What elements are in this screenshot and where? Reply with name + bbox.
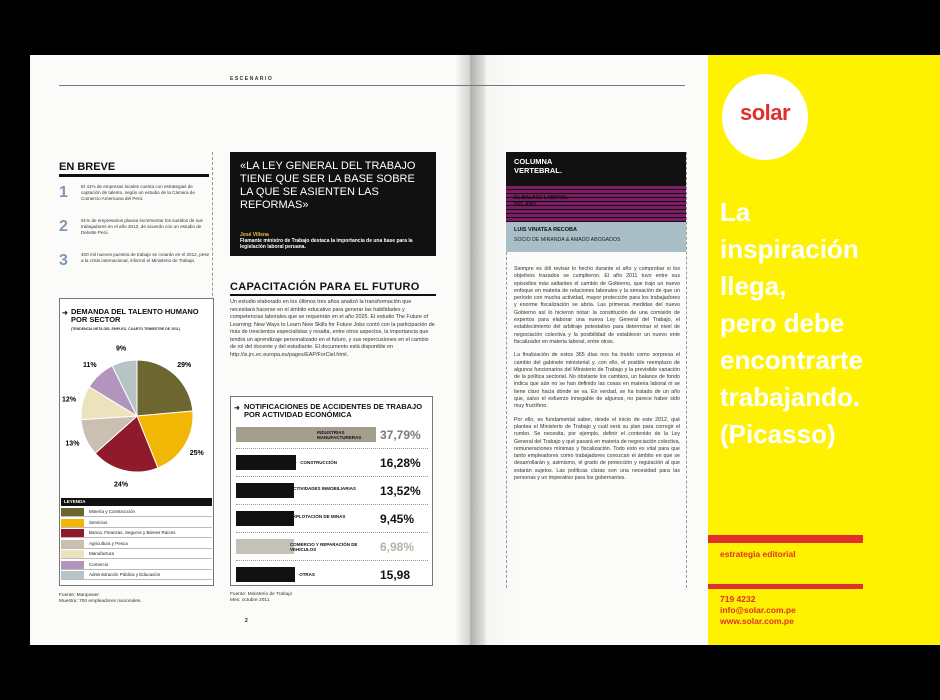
column-title-line: VERTEBRAL.	[514, 166, 562, 175]
legend-label: Comercio	[89, 561, 109, 567]
accident-percentage: 16,28%	[380, 456, 421, 470]
breve-text: El 41% de empresas locales cuenta con estrategias de captación de talento, según un estudio de la Cámara de Comercio Americana del Perú.	[81, 184, 195, 202]
column-author-box	[506, 222, 686, 252]
accident-label: ACTIVIDADES INMOBILIARIAS	[290, 486, 357, 491]
legend-title: LEYENDA	[61, 498, 212, 506]
accident-label: COMERCIO Y REPARACIÓN DE VEHÍCULOS	[290, 542, 358, 552]
legend-swatch	[61, 561, 84, 569]
ad-quote-line: pero debe	[720, 308, 845, 338]
accident-bar	[236, 455, 296, 470]
accident-percentage: 9,45%	[380, 512, 415, 526]
capacitacion-body: Un estudio elaborado en los últimos tres años analizó la transformación que necesitará hacerse en el ámbito educativo para generar las habilidades y competencias laborales que se requerirán en el año 2025. El estudio The Future of Learning: New Ways to Learn New Skills for Future Jobs contó con la participación de más de trescientos especialistas y resalta, entre otros aspectos, la importancia que tendrá un aprendizaje personalizado en el futuro, y sus repercusiones en el cambio de rol del docente y del estudiante. El documento está disponible en http://is.jrc.ec.europa.eu/pages/EAP/ForCiel.html.	[230, 299, 435, 358]
legend-swatch	[61, 571, 84, 579]
column-paragraph: Por ello, es fundamental saber, desde el inicio de este 2012, qué plantea el Ministerio de Trabajo y cuál será su plan para corregir el rumbo. Se necesita, por ejemplo, definir el contenido de la Ley General del Trabajo y qué pasará en materia de negociación colectiva, remuneraciones mínimas y fiscalización. Todo esto es vital para que tanto empleadores como trabajadores conozcan el ámbito en que se desarrollarán y, asimismo, el grado de protección y regulación al que estarán sujetos. Las políticas claras son una necesidad para las personas y un imperativo para los gobernantes.	[514, 416, 680, 482]
ad-quote-line: La	[720, 197, 751, 227]
breve-item-2	[59, 218, 214, 248]
pie-label-6: 9%	[115, 345, 127, 353]
quote-author-role: Flamante ministro de Trabajo destaca la importancia de una base para la legislación laboral peruana.	[240, 238, 413, 250]
legend-label: Banca, Finanzas, Seguros y Bienes Raíces	[89, 530, 176, 535]
accident-percentage: 6,98%	[380, 540, 415, 554]
column-paragraph: La finalización de estos 365 días nos ha traído como sorpresa el cambio del gabinete ministerial y, con ello, el posible reemplazo de algunos funcionarios del Ministerio de Trabajo y la previsible variación de la política sectorial. No obstante los cambios, un balance de fondo indica que aún no se han definido las cosas en materia laboral ni se tiene claro hacia dónde se va. En verdad, se ha tratado de un año que, salvo el esfuerzo innegable de algunos, no parece haber sido muy fructífero.	[514, 352, 680, 410]
column-title	[514, 157, 562, 175]
solar-logo	[722, 74, 808, 160]
accident-bar	[236, 511, 294, 526]
column-topic	[514, 195, 568, 209]
breve-number: 1	[59, 184, 68, 201]
column-topic-line: DEL AÑO	[514, 202, 537, 208]
column-title-line: COLUMNA	[514, 157, 553, 166]
ad-tagline: estrategia editorial	[720, 549, 796, 559]
ad-red-bar	[708, 535, 863, 543]
legend-label: Manufactura	[89, 551, 115, 556]
pie-label-0: 29%	[177, 361, 192, 369]
breve-item-3	[59, 252, 214, 282]
accidents-title: NOTIFICACIONES DE ACCIDENTES DE TRABAJO POR ACTIVIDAD ECONÓMICA	[244, 402, 423, 419]
column-border	[506, 252, 507, 588]
ad-website[interactable]: www.solar.com.pe	[720, 616, 794, 626]
ad-quote-line: inspiración	[720, 234, 859, 264]
ad-quote-line: trabajando.	[720, 382, 861, 412]
legend-row	[61, 518, 212, 528]
ad-quote-line: (Picasso)	[720, 419, 836, 449]
ad-red-bar	[708, 584, 863, 589]
breve-number: 3	[59, 252, 68, 269]
column-header	[506, 152, 686, 186]
quote-box	[230, 152, 436, 256]
ad-email[interactable]: info@solar.com.pe	[720, 605, 796, 615]
column-author-name: LUIS VINATEA RECOBA	[514, 227, 577, 233]
accident-row-separator	[236, 504, 428, 505]
chart-sample-line: Muestra: 700 empleadores nacionales.	[59, 599, 142, 604]
quote-text: «LA LEY GENERAL DEL TRABAJO TIENE QUE SER LA BASE SOBRE LA QUE SE ASIENTEN LAS REFORMAS»	[240, 160, 416, 211]
en-breve-rule	[59, 174, 209, 177]
ad-phone: 719 4232	[720, 594, 756, 604]
accident-label: OTRAS	[299, 572, 315, 577]
chart-source-line: Fuente: Manpower	[59, 593, 99, 598]
column-author-role: SOCIO DE MIRANDA & AMADO ABOGADOS	[514, 237, 621, 243]
capacitacion-title: CAPACITACIÓN PARA EL FUTURO	[230, 281, 420, 293]
pie-label-4: 12%	[62, 396, 77, 404]
legend-row	[61, 560, 212, 570]
breve-item-1	[59, 184, 214, 214]
legend-swatch	[61, 508, 84, 516]
column-paragraph: Siempre es útil revisar lo hecho durante el año y comprobar si los objetivos trazados se cumplieron. El año 2011 tuvo entre sus episodios más saltantes el cambio de Gobierno, que trajo un nuevo enfoque en materia de relaciones laborales y la sensación de que un período con mucha actividad, mayor protección para los trabajadores y enorme fiscalización se abría. Las primeras medidas del nuevo Gobierno así lo hicieron notar: la constitución de una comisión de expertos para elaborar una nueva Ley General del Trabajo, el establecimiento del arbitraje potestativo para determinar el nivel de negociación colectiva y la posibilidad de establecer un nuevo ente fiscalizador en materia laboral, entre otras.	[514, 266, 680, 345]
en-breve-title: EN BREVE	[59, 161, 116, 173]
pie-label-5: 11%	[82, 361, 97, 369]
quote-author: José Villena	[240, 232, 269, 238]
ad-quote	[720, 194, 935, 453]
chart-title: DEMANDA DEL TALENTO HUMANO POR SECTOR	[71, 307, 199, 324]
accident-label: INDUSTRIAS MANUFACTURERAS	[317, 430, 362, 440]
legend-swatch	[61, 529, 84, 537]
pie-label-1: 25%	[189, 450, 204, 458]
breve-text: 61% de empresarios planea incrementar los sueldos de sus trabajadores en el año 2012, de acuerdo con un estudio de Deloitte Perú.	[81, 218, 203, 236]
pie-chart	[59, 338, 214, 498]
legend-swatch	[61, 550, 84, 558]
arrow-right-icon: ➜	[62, 310, 68, 317]
legend-label: Servicios	[89, 519, 108, 525]
accident-bar	[236, 567, 295, 582]
solar-logo-text: solar	[739, 100, 791, 125]
pie-label-2: 24%	[114, 481, 129, 489]
accident-label: EXPLOTACIÓN DE MINAS	[290, 514, 346, 519]
capacitacion-rule	[230, 294, 436, 296]
legend-label: Minería y Construcción	[89, 509, 136, 514]
accident-percentage: 37,79%	[380, 428, 421, 442]
header-rule	[59, 85, 685, 86]
legend-row	[61, 539, 212, 549]
accidents-date-line: Mes: octubre 2011	[230, 598, 270, 603]
accident-row-separator	[236, 448, 428, 449]
legend-row	[61, 570, 212, 580]
chart-source	[59, 593, 142, 605]
column-border	[686, 152, 687, 588]
legend-label: Administración Pública y Educación	[89, 572, 161, 577]
breve-number: 2	[59, 218, 68, 235]
accident-bar	[236, 539, 294, 554]
legend-row	[61, 549, 212, 559]
legend-row	[61, 528, 212, 538]
legend-row	[61, 507, 212, 517]
breve-text: 400 mil nuevos puestos de trabajo se crearán en el 2012, pese a la crisis internacional, informó el Ministerio de Trabajo.	[81, 252, 210, 264]
page-number: 2	[245, 618, 248, 624]
pie-label-3: 13%	[65, 440, 80, 448]
accident-percentage: 13,52%	[380, 484, 421, 498]
magazine-spine	[455, 55, 485, 645]
column-body	[514, 266, 680, 488]
accident-row-separator	[236, 532, 428, 533]
column-topic-band	[506, 186, 686, 222]
arrow-right-icon: ➜	[234, 405, 240, 412]
accidents-source	[230, 592, 292, 604]
ad-quote-line: llega,	[720, 271, 787, 301]
accident-label: CONSTRUCCIÓN	[300, 460, 338, 465]
chart-subtitle: (TENDENCIA NETA DEL EMPLEO, CUARTO TRIMESTRE DE 2011)	[71, 327, 180, 331]
legend-swatch	[61, 519, 84, 527]
accidents-source-line: Fuente: Ministerio de Trabajo	[230, 592, 293, 597]
accident-percentage: 15,98	[380, 568, 411, 582]
accident-bar	[236, 483, 294, 498]
section-label: ESCENARIO	[230, 76, 274, 82]
legend-swatch	[61, 540, 84, 548]
column-topic-line: EL BALACE LABORAL	[514, 195, 569, 201]
accident-row-separator	[236, 476, 428, 477]
ad-quote-line: encontrarte	[720, 345, 864, 375]
legend-label: Agricultura y Pesca	[89, 540, 128, 546]
accident-row-separator	[236, 560, 428, 561]
